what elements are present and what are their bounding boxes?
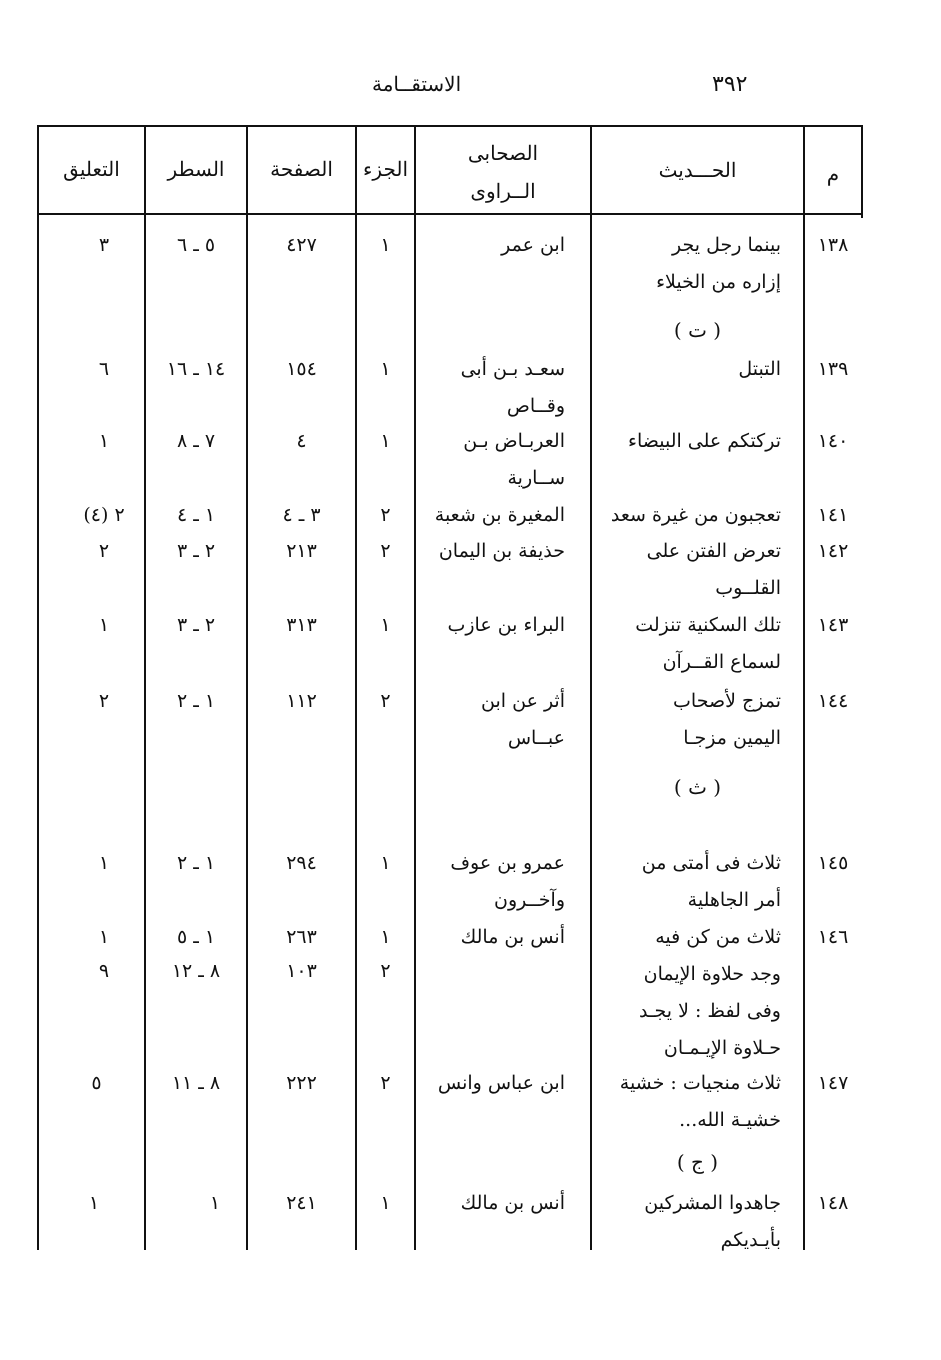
line-value: ١ ـ ٤: [176, 504, 216, 526]
line-value: ٨ ـ ١١: [171, 1072, 221, 1094]
row-number: ١٣٨: [817, 234, 849, 256]
page-value: ٢٦٣: [286, 926, 317, 948]
juz-value: ٢: [380, 1072, 391, 1094]
narrator-text: ســارية: [507, 467, 565, 489]
narrator-text: البراء بن عازب: [447, 614, 565, 636]
hadith-text: خشيـة الله...: [679, 1109, 781, 1131]
row-number: ١٤٧: [817, 1072, 849, 1094]
page-title: الاستقــامة: [372, 72, 462, 96]
page-value: ٢٩٤: [286, 852, 317, 874]
page-value: ٣ ـ ٤: [282, 504, 321, 526]
note-value: ٢: [98, 690, 110, 712]
page-value: ١١٢: [286, 690, 317, 712]
note-value: ٩: [98, 960, 110, 982]
note-value: ٣: [98, 234, 110, 256]
hadith-text: أمر الجاهلية: [687, 889, 781, 911]
line-value: ٢ ـ ٣: [176, 614, 216, 636]
narrator-text: أنس بن مالك: [460, 1192, 565, 1214]
row-number: ١٤١: [817, 504, 849, 526]
row-number: ١٤٤: [817, 690, 849, 712]
narrator-text: وآخــرون: [494, 889, 565, 911]
note-value: ٢ (٤): [83, 504, 125, 526]
note-value: ١: [98, 852, 110, 874]
hadith-text: تركتكم على البيضاء: [628, 430, 781, 452]
column-divider: [414, 125, 416, 1250]
table-header-border: [37, 213, 863, 215]
column-divider: [590, 125, 592, 1250]
row-number: ١٤٦: [817, 926, 849, 948]
narrator-text: المغيرة بن شعبة: [434, 504, 565, 526]
page-value: ٤: [296, 430, 307, 452]
section-letter: ( ج ): [676, 1150, 719, 1174]
row-number: ١٣٩: [817, 358, 849, 380]
hadith-text: تلك السكنية تنزلت: [635, 614, 781, 636]
juz-value: ١: [380, 358, 391, 380]
header-juz: الجزء: [363, 157, 408, 181]
line-value: ١٤ ـ ١٦: [166, 358, 226, 380]
narrator-text: أثر عن ابن: [481, 690, 565, 712]
juz-value: ١: [380, 852, 391, 874]
hadith-text: وجد حلاوة الإيمان: [643, 963, 781, 985]
page-value: ١٠٣: [286, 960, 317, 982]
line-value: ٨ ـ ١٢: [171, 960, 221, 982]
header-hadith: الحـــديث: [658, 158, 737, 182]
hadith-text: لسماع القــرآن: [662, 651, 781, 673]
juz-value: ١: [380, 430, 391, 452]
hadith-text: بينما رجل يجر: [672, 234, 781, 256]
note-value: ٥: [91, 1072, 102, 1094]
hadith-text: وفى لفظ : لا يجـد: [638, 1000, 781, 1022]
note-value: ١: [98, 926, 110, 948]
note-value: ٢: [98, 540, 110, 562]
hadith-text: إزاره من الخيلاء: [656, 271, 781, 293]
hadith-text: جاهدوا المشركين: [644, 1192, 781, 1214]
section-letter: ( ت ): [673, 318, 722, 342]
hadith-text: اليمين مزجـا: [683, 727, 781, 749]
page-value: ٣١٣: [286, 614, 317, 636]
header-taliq: التعليق: [63, 157, 120, 181]
note-value: ١: [98, 430, 110, 452]
note-value: ٦: [98, 358, 110, 380]
header-safha: الصفحة: [270, 157, 333, 181]
narrator-text: حذيفة بن اليمان: [438, 540, 565, 562]
hadith-text: تعجبون من غيرة سعد: [610, 504, 781, 526]
row-number: ١٤٥: [817, 852, 849, 874]
narrator-text: أنس بن مالك: [460, 926, 565, 948]
line-value: ١: [209, 1192, 221, 1214]
juz-value: ٢: [380, 504, 391, 526]
hadith-text: تمزج لأصحاب: [673, 690, 781, 712]
section-letter: ( ث ): [673, 775, 722, 799]
note-value: ١: [88, 1192, 100, 1214]
row-number: ١٤٠: [817, 430, 849, 452]
hadith-text: حـلاوة الإيـمـان: [663, 1037, 781, 1059]
juz-value: ٢: [380, 540, 391, 562]
hadith-text: ثلاث فى أمتى من: [641, 852, 781, 874]
column-divider: [861, 125, 863, 218]
line-value: ١ ـ ٢: [176, 690, 216, 712]
narrator-text: وقــاص: [506, 395, 565, 417]
hadith-text: ثلاث منجيات : خشية: [619, 1072, 781, 1094]
hadith-text: بأيـديكم: [720, 1229, 781, 1251]
line-value: ٥ ـ ٦: [176, 234, 216, 256]
header-satr: السطر: [167, 157, 225, 181]
narrator-text: ابن عباس وانس: [437, 1072, 565, 1094]
juz-value: ١: [380, 926, 391, 948]
row-number: ١٤٨: [817, 1192, 849, 1214]
juz-value: ١: [380, 234, 391, 256]
page-value: ٤٢٧: [286, 234, 317, 256]
table-top-border: [37, 125, 863, 127]
header-sahabi: الصحابى: [467, 141, 539, 165]
juz-value: ٢: [380, 690, 391, 712]
note-value: ١: [98, 614, 110, 636]
narrator-text: سعـد بـن أبى: [460, 358, 565, 380]
header-rawi: الــراوى: [470, 179, 536, 203]
juz-value: ١: [380, 1192, 391, 1214]
hadith-text: تعرض الفتن على: [646, 540, 781, 562]
page-number: ٣٩٢: [712, 72, 748, 97]
juz-value: ١: [380, 614, 391, 636]
row-number: ١٤٢: [817, 540, 849, 562]
narrator-text: ابن عمر: [501, 234, 565, 256]
line-value: ١ ـ ٢: [176, 852, 216, 874]
page-value: ٢١٣: [286, 540, 317, 562]
header-m: م: [826, 162, 840, 186]
page-value: ١٥٤: [286, 358, 317, 380]
hadith-text: القلــوب: [715, 577, 781, 599]
narrator-text: عمرو بن عوف: [450, 852, 565, 874]
row-number: ١٤٣: [817, 614, 849, 636]
narrator-text: عبــاس: [507, 727, 565, 749]
juz-value: ٢: [380, 960, 391, 982]
hadith-text: ثلاث من كن فيه: [655, 926, 781, 948]
narrator-text: العربـاض بـن: [463, 430, 565, 452]
line-value: ٢ ـ ٣: [176, 540, 216, 562]
line-value: ٧ ـ ٨: [176, 430, 216, 452]
page-value: ٢٤١: [286, 1192, 317, 1214]
hadith-text: التبتل: [738, 358, 781, 380]
line-value: ١ ـ ٥: [176, 926, 216, 948]
page-value: ٢٢٢: [286, 1072, 317, 1094]
